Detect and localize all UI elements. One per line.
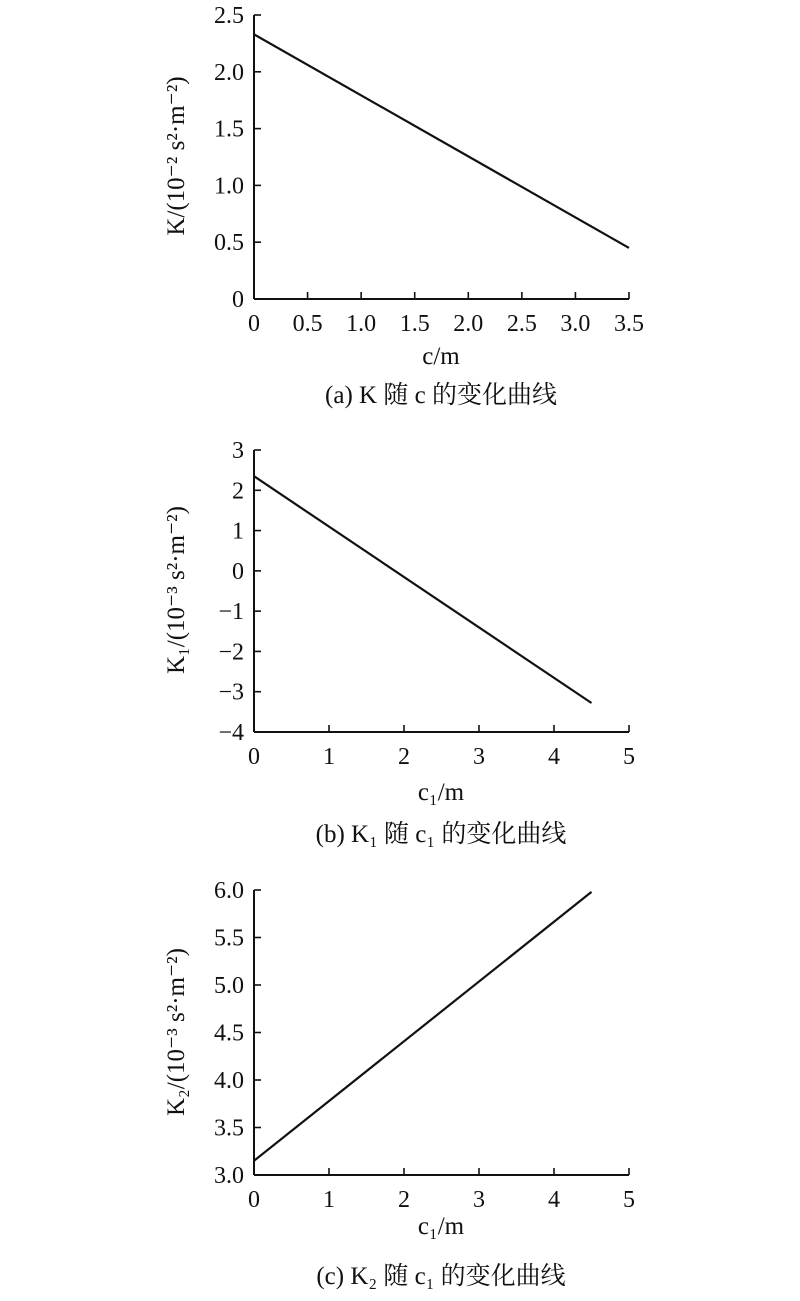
panel-c-y-tick-label: 3.0 bbox=[214, 1163, 244, 1189]
panel-c-x-tick-label: 5 bbox=[623, 1187, 635, 1213]
panel-b-caption: (b) K₁ 随 c₁ 的变化曲线 bbox=[315, 821, 567, 848]
panel-a-x-tick-label: 1.5 bbox=[399, 311, 430, 337]
panel-a-x-tick-label: 0.5 bbox=[292, 311, 323, 337]
panel-c-ylabel: K₂/(10⁻³ s²·m⁻²) bbox=[163, 948, 190, 1116]
panel-c-x-tick-label: 4 bbox=[548, 1187, 560, 1213]
panel-a-y-tick-label: 0.5 bbox=[214, 230, 244, 257]
panel-c-y-tick-label: 3.5 bbox=[214, 1115, 244, 1142]
panel-a-ylabel: K/(10⁻² s²·m⁻²) bbox=[163, 76, 190, 236]
panel-b-y-tick-label: −4 bbox=[218, 720, 244, 746]
panel-a-caption: (a) K 随 c 的变化曲线 bbox=[325, 382, 557, 409]
panel-c-data-line bbox=[254, 892, 592, 1161]
panel-a-xlabel: c/m bbox=[422, 343, 460, 370]
panel-a-y-tick-label: 1.5 bbox=[214, 116, 244, 143]
panel-a-x-tick-label: 2.0 bbox=[453, 311, 484, 337]
panel-b-y-tick-label: −1 bbox=[218, 599, 244, 626]
panel-c-y-tick-label: 5.5 bbox=[214, 925, 244, 952]
chart-panel-c bbox=[163, 878, 635, 1290]
panel-c-x-tick-label: 3 bbox=[473, 1187, 485, 1213]
panel-b-xlabel: c₁/m bbox=[417, 779, 465, 806]
panel-b-y-tick-label: −2 bbox=[218, 639, 244, 666]
panel-c-y-tick-label: 4.5 bbox=[214, 1020, 244, 1047]
panel-b-x-tick-label: 1 bbox=[323, 744, 335, 770]
panel-b-x-tick-label: 5 bbox=[623, 744, 635, 770]
panel-a-x-tick-label: 0 bbox=[248, 311, 260, 337]
chart-panel-b bbox=[163, 438, 635, 848]
panel-c-y-tick-label: 6.0 bbox=[214, 878, 244, 904]
panel-b-data-line bbox=[254, 476, 592, 703]
panel-b-y-tick-label: 1 bbox=[232, 518, 244, 545]
panel-a-x-tick-label: 2.5 bbox=[506, 311, 537, 337]
panel-a-data-line bbox=[254, 34, 629, 248]
panel-c-x-tick-label: 2 bbox=[398, 1187, 410, 1213]
chart-panel-a bbox=[163, 3, 644, 409]
panel-b-x-tick-label: 2 bbox=[398, 744, 410, 770]
panel-b-y-tick-label: 3 bbox=[232, 438, 244, 464]
panel-b-y-tick-label: 0 bbox=[232, 558, 244, 585]
panel-b-x-tick-label: 3 bbox=[473, 744, 485, 770]
panel-b-ylabel: K₁/(10⁻³ s²·m⁻²) bbox=[163, 506, 190, 674]
panel-a-x-tick-label: 1.0 bbox=[346, 311, 377, 337]
panel-b-x-tick-label: 0 bbox=[248, 744, 260, 770]
panel-b-x-tick-label: 4 bbox=[548, 744, 560, 770]
panel-a-y-tick-label: 2.5 bbox=[214, 3, 244, 29]
panel-c-xlabel: c₁/m bbox=[417, 1213, 465, 1240]
panel-b-y-tick-label: 2 bbox=[232, 478, 244, 505]
panel-c-x-tick-label: 1 bbox=[323, 1187, 335, 1213]
panel-a-y-tick-label: 1.0 bbox=[214, 173, 244, 200]
panel-b-y-tick-label: −3 bbox=[218, 679, 244, 706]
panel-c-y-tick-label: 4.0 bbox=[214, 1068, 244, 1094]
panel-c-x-tick-label: 0 bbox=[248, 1187, 260, 1213]
panel-a-y-tick-label: 2.0 bbox=[214, 59, 244, 86]
panel-c-caption: (c) K₂ 随 c₁ 的变化曲线 bbox=[316, 1263, 566, 1290]
panel-a-x-tick-label: 3.5 bbox=[614, 311, 644, 337]
panel-c-y-tick-label: 5.0 bbox=[214, 973, 244, 999]
panel-a-y-tick-label: 0 bbox=[232, 287, 244, 313]
panel-a-x-tick-label: 3.0 bbox=[560, 311, 591, 337]
